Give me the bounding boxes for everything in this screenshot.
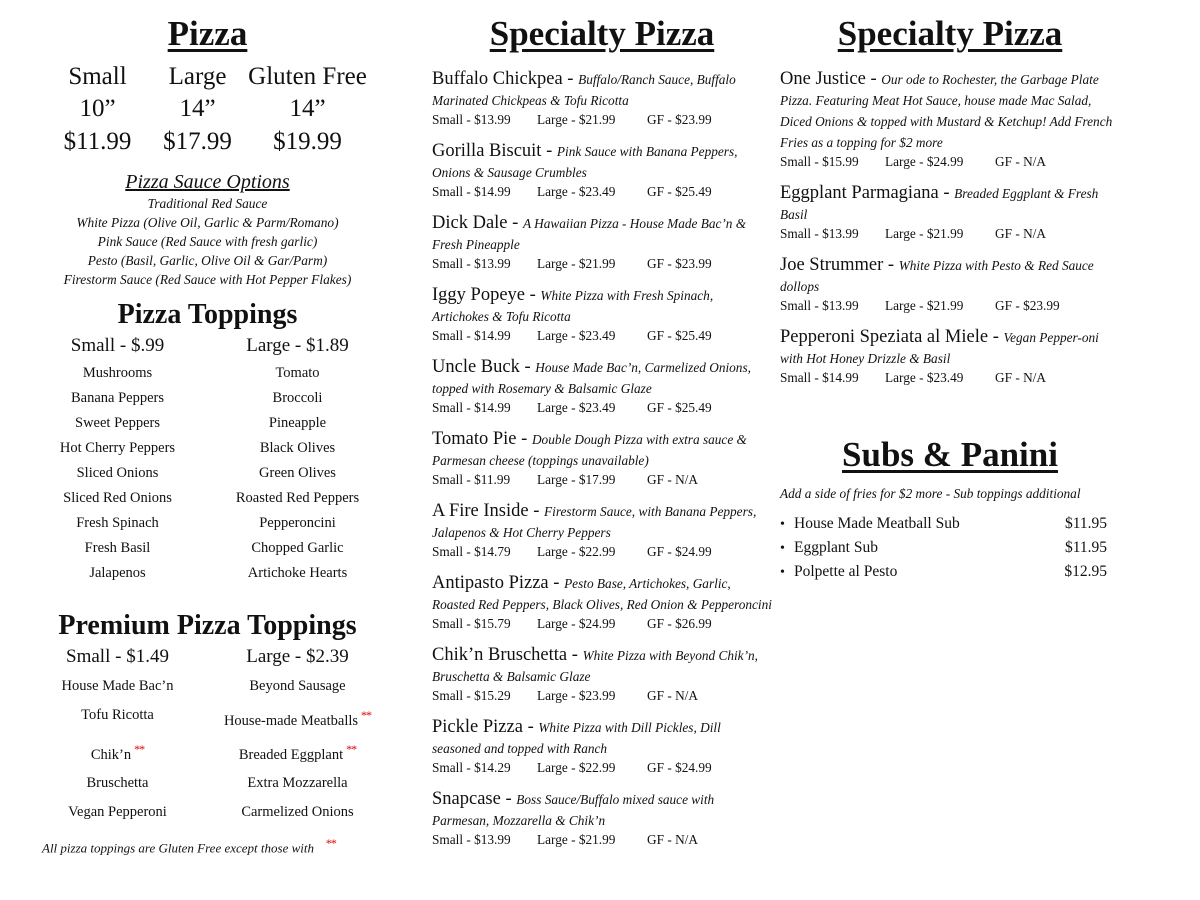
price-large: Large - $23.49 bbox=[537, 184, 616, 199]
pizza-dash: - bbox=[507, 213, 523, 233]
size-inches: 14” bbox=[289, 95, 326, 122]
price-gluten-free: GF - $25.49 bbox=[647, 184, 712, 199]
pizza-entry bbox=[432, 789, 772, 849]
specialty-pizza-title: Specialty Pizza bbox=[837, 14, 1063, 53]
pizza-title: Pizza bbox=[167, 14, 248, 53]
sauce-option: Pink Sauce (Red Sauce with fresh garlic) bbox=[97, 234, 318, 249]
pizza-description: Our ode to Rochester, the Garbage Plate Pizza. Featuring Meat Hot Sauce, house made Mac Salad, Diced Onions & topped with Mustard & Ketchup! Add French Fries as a topping for $2 more bbox=[780, 72, 1113, 150]
size-inches: 14” bbox=[179, 95, 216, 122]
pizza-name: Uncle Buck bbox=[432, 357, 520, 377]
price-gluten-free: GF - N/A bbox=[995, 226, 1046, 241]
sub-price: $11.95 bbox=[1064, 515, 1107, 532]
pizza-headline bbox=[432, 573, 772, 615]
pizza-dash: - bbox=[988, 327, 1004, 347]
pizza-dash: - bbox=[528, 501, 545, 521]
price-gluten-free: GF - $24.99 bbox=[647, 544, 712, 559]
pizza-prices bbox=[432, 831, 772, 849]
pizza-description: House Made Bac’n, Carmelized Onions, topped with Rosemary & Balsamic Glaze bbox=[432, 360, 751, 396]
subs-note: Add a side of fries for $2 more - Sub toppings additional bbox=[780, 486, 1081, 501]
sauce-option: Pesto (Basil, Garlic, Olive Oil & Gar/Parm) bbox=[87, 253, 328, 268]
topping-item: Roasted Red Peppers bbox=[235, 490, 360, 506]
pizza-headline bbox=[432, 141, 772, 183]
price-large: Large - $21.99 bbox=[537, 256, 616, 271]
size-name: Small bbox=[68, 63, 127, 90]
pizza-size-table bbox=[20, 61, 395, 158]
pizza-headline bbox=[432, 357, 772, 399]
size-price: $17.99 bbox=[163, 128, 232, 155]
pizza-name: Iggy Popeye bbox=[432, 285, 525, 305]
price-gluten-free: GF - $23.99 bbox=[995, 298, 1060, 313]
price-small: Small - $14.99 bbox=[432, 328, 511, 343]
price-gluten-free: GF - N/A bbox=[647, 472, 698, 487]
price-small: Small - $13.99 bbox=[780, 226, 859, 241]
pizza-name: One Justice bbox=[780, 69, 866, 89]
price-small: Small - $15.29 bbox=[432, 688, 511, 703]
size-price: $19.99 bbox=[273, 128, 342, 155]
premium-item-label: House-made Meatballs bbox=[223, 712, 359, 729]
toppings-large-price: Large - $1.89 bbox=[246, 335, 349, 356]
topping-item: Pineapple bbox=[268, 415, 327, 431]
pizza-description: Buffalo/Ranch Sauce, Buffalo Marinated Chickpeas & Tofu Ricotta bbox=[432, 72, 736, 108]
size-name: Gluten Free bbox=[248, 63, 367, 90]
sauce-option: Traditional Red Sauce bbox=[147, 196, 268, 211]
sub-item-left bbox=[780, 560, 897, 584]
price-large: Large - $21.99 bbox=[537, 832, 616, 847]
price-gluten-free: GF - $25.49 bbox=[647, 328, 712, 343]
pizza-prices bbox=[432, 543, 772, 561]
pizza-description: A Hawaiian Pizza - House Made Bac’n & Fresh Pineapple bbox=[432, 216, 747, 252]
price-large: Large - $22.99 bbox=[537, 760, 616, 775]
pizza-prices bbox=[432, 255, 772, 273]
specialty-pizza-column-2 bbox=[780, 0, 1120, 600]
size-price: $11.99 bbox=[63, 128, 132, 155]
pizza-prices bbox=[432, 399, 772, 417]
price-large: Large - $21.99 bbox=[537, 112, 616, 127]
price-large: Large - $21.99 bbox=[885, 298, 964, 313]
pizza-dash: - bbox=[519, 357, 536, 377]
pizza-description: White Pizza with Pesto & Red Sauce dollops bbox=[780, 258, 1094, 294]
sub-name: Eggplant Sub bbox=[794, 539, 878, 556]
topping-item: Fresh Basil bbox=[84, 540, 151, 556]
price-gluten-free: GF - $24.99 bbox=[647, 760, 712, 775]
premium-item bbox=[215, 735, 380, 769]
price-large: Large - $23.49 bbox=[885, 370, 964, 385]
price-small: Small - $13.99 bbox=[432, 256, 511, 271]
premium-item-label: Vegan Pepperoni bbox=[68, 803, 167, 820]
topping-item: Mushrooms bbox=[82, 365, 153, 381]
pizza-entry bbox=[780, 183, 1120, 243]
size-inches: 10” bbox=[79, 95, 116, 122]
premium-item bbox=[20, 701, 215, 735]
pizza-name: Pepperoni Speziata al Miele bbox=[780, 327, 989, 347]
pizza-dash: - bbox=[548, 573, 565, 593]
sauce-option: Firestorm Sauce (Red Sauce with Hot Pepper Flakes) bbox=[63, 272, 352, 287]
price-small: Small - $15.99 bbox=[780, 154, 859, 169]
sub-item bbox=[780, 560, 1107, 584]
premium-item-label: Carmelized Onions bbox=[241, 803, 354, 820]
topping-item: Artichoke Hearts bbox=[247, 565, 348, 581]
pizza-prices bbox=[432, 687, 772, 705]
price-small: Small - $14.29 bbox=[432, 760, 511, 775]
pizza-description: White Pizza with Fresh Spinach, Artichokes & Tofu Ricotta bbox=[432, 288, 714, 324]
sub-item bbox=[780, 536, 1107, 560]
price-large: Large - $23.49 bbox=[537, 400, 616, 415]
sub-name: Polpette al Pesto bbox=[794, 563, 898, 580]
pizza-headline bbox=[780, 183, 1120, 225]
pizza-name: Pickle Pizza bbox=[432, 717, 523, 737]
pizza-headline bbox=[432, 213, 772, 255]
pizza-headline bbox=[432, 69, 772, 111]
premium-item bbox=[20, 798, 215, 827]
pizza-name: Buffalo Chickpea bbox=[432, 69, 563, 89]
price-small: Small - $15.79 bbox=[432, 616, 511, 631]
pizza-description: Boss Sauce/Buffalo mixed sauce with Parmesan, Mozzarella & Chik’n bbox=[432, 792, 715, 828]
pizza-name: Gorilla Biscuit bbox=[432, 141, 542, 161]
premium-item bbox=[215, 798, 380, 827]
sauce-options-list bbox=[20, 194, 395, 289]
footnote-text: All pizza toppings are Gluten Free except those with bbox=[42, 840, 314, 856]
bullet-icon: • bbox=[780, 565, 785, 580]
premium-toppings-title: Premium Pizza Toppings bbox=[58, 610, 357, 641]
pizza-dash: - bbox=[525, 285, 541, 305]
sub-name: House Made Meatball Sub bbox=[794, 515, 960, 532]
price-large: Large - $22.99 bbox=[537, 544, 616, 559]
pizza-description: Double Dough Pizza with extra sauce & Parmesan cheese (toppings unavailable) bbox=[432, 432, 747, 468]
sub-price: $12.95 bbox=[1064, 563, 1107, 580]
not-gluten-free-marker: ** bbox=[134, 741, 145, 756]
pizza-description: Breaded Eggplant & Fresh Basil bbox=[780, 186, 1099, 222]
gluten-free-footnote bbox=[42, 836, 395, 856]
topping-item: Black Olives bbox=[259, 440, 336, 456]
premium-small-price: Small - $1.49 bbox=[66, 646, 169, 667]
sub-price: $11.95 bbox=[1064, 539, 1107, 556]
pizza-headline bbox=[780, 69, 1120, 153]
premium-item-label: Chik’n bbox=[90, 746, 132, 763]
pizza-entry bbox=[780, 255, 1120, 315]
price-gluten-free: GF - $26.99 bbox=[647, 616, 712, 631]
topping-item: Green Olives bbox=[259, 465, 336, 481]
pizza-column bbox=[20, 0, 395, 856]
subs-panini-title: Subs & Panini bbox=[842, 435, 1058, 474]
topping-item: Chopped Garlic bbox=[251, 540, 344, 556]
price-small: Small - $14.99 bbox=[432, 184, 511, 199]
topping-item: Tomato bbox=[275, 365, 320, 381]
sauce-option: White Pizza (Olive Oil, Garlic & Parm/Romano) bbox=[76, 215, 339, 230]
price-large: Large - $24.99 bbox=[537, 616, 616, 631]
premium-item-label: House Made Bac’n bbox=[61, 678, 174, 694]
topping-item: Sweet Peppers bbox=[75, 415, 160, 431]
pizza-prices bbox=[432, 111, 772, 129]
premium-toppings-table bbox=[20, 642, 395, 826]
pizza-entry bbox=[432, 429, 772, 489]
pizza-entry bbox=[432, 213, 772, 273]
pizza-name: Chik’n Bruschetta bbox=[432, 645, 568, 665]
pizza-prices bbox=[432, 615, 772, 633]
price-small: Small - $14.99 bbox=[780, 370, 859, 385]
toppings-title: Pizza Toppings bbox=[117, 299, 298, 330]
pizza-prices bbox=[432, 759, 772, 777]
not-gluten-free-marker: ** bbox=[346, 741, 357, 756]
premium-item bbox=[20, 769, 215, 798]
bullet-icon: • bbox=[780, 517, 785, 532]
price-gluten-free: GF - N/A bbox=[647, 832, 698, 847]
price-gluten-free: GF - $23.99 bbox=[647, 112, 712, 127]
topping-item: Jalapenos bbox=[89, 565, 146, 581]
topping-item: Banana Peppers bbox=[70, 390, 164, 406]
premium-item-label: Bruschetta bbox=[86, 775, 149, 792]
not-gluten-free-marker: ** bbox=[361, 707, 372, 722]
pizza-dash: - bbox=[516, 429, 532, 449]
pizza-dash: - bbox=[522, 717, 539, 737]
pizza-entry bbox=[432, 717, 772, 777]
price-gluten-free: GF - $23.99 bbox=[647, 256, 712, 271]
pizza-entry bbox=[432, 645, 772, 705]
pizza-description: Vegan Pepper-oni with Hot Honey Drizzle & Basil bbox=[780, 330, 1099, 366]
price-small: Small - $13.99 bbox=[432, 832, 511, 847]
pizza-name: Tomato Pie bbox=[432, 429, 517, 449]
price-large: Large - $23.49 bbox=[537, 328, 616, 343]
pizza-entry bbox=[432, 285, 772, 345]
topping-item: Hot Cherry Peppers bbox=[59, 440, 176, 456]
price-gluten-free: GF - N/A bbox=[647, 688, 698, 703]
premium-item bbox=[20, 735, 215, 769]
pizza-prices bbox=[780, 297, 1120, 315]
price-small: Small - $14.99 bbox=[432, 400, 511, 415]
price-large: Large - $23.99 bbox=[537, 688, 616, 703]
pizza-entry bbox=[432, 573, 772, 633]
topping-item: Pepperoncini bbox=[259, 515, 336, 531]
sauce-options-title: Pizza Sauce Options bbox=[125, 171, 290, 193]
pizza-headline bbox=[432, 429, 772, 471]
price-small: Small - $13.99 bbox=[432, 112, 511, 127]
pizza-description: Pesto Base, Artichokes, Garlic, Roasted Red Peppers, Black Olives, Red Onion & Pepperoncini bbox=[432, 576, 772, 612]
sub-item-left bbox=[780, 512, 960, 536]
specialty-pizza-list bbox=[432, 69, 772, 849]
pizza-dash: - bbox=[865, 69, 882, 89]
premium-large-price: Large - $2.39 bbox=[246, 646, 349, 667]
pizza-dash: - bbox=[883, 255, 899, 275]
premium-item bbox=[215, 769, 380, 798]
price-small: Small - $14.79 bbox=[432, 544, 511, 559]
pizza-entry bbox=[780, 327, 1120, 387]
pizza-prices bbox=[432, 183, 772, 201]
price-gluten-free: GF - $25.49 bbox=[647, 400, 712, 415]
pizza-name: A Fire Inside bbox=[432, 501, 529, 521]
premium-item-label: Breaded Eggplant bbox=[238, 746, 344, 763]
specialty-pizza-list bbox=[780, 69, 1120, 387]
toppings-table bbox=[20, 331, 395, 586]
sub-item-left bbox=[780, 536, 878, 560]
pizza-prices bbox=[780, 225, 1120, 243]
price-small: Small - $13.99 bbox=[780, 298, 859, 313]
pizza-dash: - bbox=[541, 141, 557, 161]
pizza-entry bbox=[780, 69, 1120, 171]
pizza-entry bbox=[432, 69, 772, 129]
pizza-dash: - bbox=[567, 645, 583, 665]
bullet-icon: • bbox=[780, 541, 785, 556]
price-small: Small - $11.99 bbox=[432, 472, 511, 487]
topping-item: Broccoli bbox=[272, 390, 323, 406]
premium-item-label: Tofu Ricotta bbox=[81, 706, 154, 723]
premium-item bbox=[20, 672, 215, 701]
pizza-headline bbox=[780, 255, 1120, 297]
pizza-entry bbox=[432, 501, 772, 561]
pizza-prices bbox=[432, 327, 772, 345]
specialty-pizza-title: Specialty Pizza bbox=[489, 14, 715, 53]
pizza-headline bbox=[780, 327, 1120, 369]
premium-item bbox=[215, 701, 380, 735]
premium-item-label: Beyond Sausage bbox=[249, 678, 346, 694]
pizza-name: Joe Strummer bbox=[780, 255, 884, 275]
pizza-dash: - bbox=[938, 183, 955, 203]
topping-item: Sliced Red Onions bbox=[63, 490, 172, 506]
price-large: Large - $21.99 bbox=[885, 226, 964, 241]
pizza-headline bbox=[432, 285, 772, 327]
pizza-headline bbox=[432, 501, 772, 543]
topping-item: Fresh Spinach bbox=[76, 515, 159, 531]
price-large: Large - $17.99 bbox=[537, 472, 616, 487]
pizza-description: White Pizza with Dill Pickles, Dill seasoned and topped with Ranch bbox=[432, 720, 721, 756]
pizza-headline bbox=[432, 789, 772, 831]
pizza-prices bbox=[780, 369, 1120, 387]
pizza-name: Snapcase bbox=[432, 789, 501, 809]
specialty-pizza-column-1 bbox=[432, 0, 772, 861]
premium-item-label: Extra Mozzarella bbox=[247, 775, 348, 792]
pizza-headline bbox=[432, 645, 772, 687]
pizza-entry bbox=[432, 357, 772, 417]
sub-item bbox=[780, 512, 1107, 536]
price-gluten-free: GF - N/A bbox=[995, 154, 1046, 169]
pizza-name: Dick Dale bbox=[432, 213, 508, 233]
pizza-dash: - bbox=[500, 789, 517, 809]
pizza-entry bbox=[432, 141, 772, 201]
pizza-description: Pink Sauce with Banana Peppers, Onions & Sausage Crumbles bbox=[432, 144, 738, 180]
price-gluten-free: GF - N/A bbox=[995, 370, 1046, 385]
pizza-headline bbox=[432, 717, 772, 759]
toppings-small-price: Small - $.99 bbox=[70, 335, 165, 356]
pizza-name: Eggplant Parmagiana bbox=[780, 183, 939, 203]
subs-list bbox=[780, 512, 1120, 584]
pizza-name: Antipasto Pizza bbox=[432, 573, 549, 593]
premium-item bbox=[215, 672, 380, 701]
topping-item: Sliced Onions bbox=[76, 465, 159, 481]
not-gluten-free-marker: ** bbox=[325, 836, 336, 851]
pizza-prices bbox=[780, 153, 1120, 171]
price-large: Large - $24.99 bbox=[885, 154, 964, 169]
pizza-dash: - bbox=[562, 69, 579, 89]
size-name: Large bbox=[168, 63, 227, 90]
pizza-prices bbox=[432, 471, 772, 489]
pizza-description: White Pizza with Beyond Chik’n, Bruschetta & Balsamic Glaze bbox=[432, 648, 758, 684]
pizza-description: Firestorm Sauce, with Banana Peppers, Jalapenos & Hot Cherry Peppers bbox=[432, 504, 757, 540]
